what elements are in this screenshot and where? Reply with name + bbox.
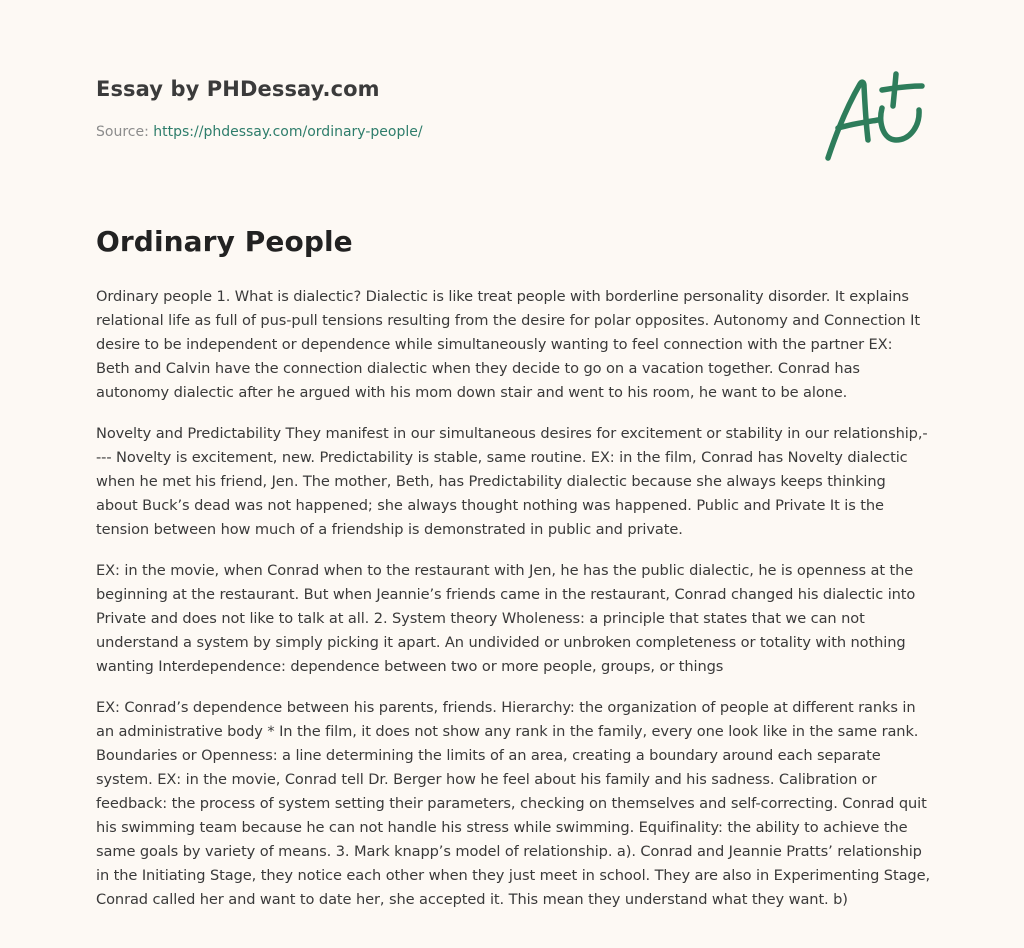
essay-paragraph: EX: Conrad’s dependence between his parents, friends. Hierarchy: the organization of people at different ranks in an administrative body * In the film, it does not show any rank in the family, every one look like in the same rank. Boundaries or Openness: a line determining the limits of an area, creating a boundary around each separate system. EX: in the movie, Conrad tell Dr. Berger how he feel about his family and his sadness. Calibration or feedback: the process of system setting their parameters, checking on themselves and self-correcting. Conrad quit his swimming team because he can not handle his stress while swimming. Equifinality: the ability to achieve the same goals by variety of means. 3. Mark knapp’s model of relationship. a). Conrad and Jeannie Pratts’ relationship in the Initiating Stage, they notice each other when they just meet in school. They are also in Experimenting Stage, Conrad called her and want to date her, she accepted it. This mean they understand what they want. b) xyxy=(96,699,931,908)
essay-paragraph: EX: in the movie, when Conrad when to the restaurant with Jen, he has the public dialectic, he is openness at the beginning at the restaurant. But when Jeannie’s friends came in the restaurant, Conrad changed his dialectic into Private and does not like to talk at all. 2. System theory Wholeness: a principle that states that we can not understand a system by simply picking it apart. An undivided or unbroken completeness or totality with nothing wanting Interdependence: dependence between two or more people, groups, or things xyxy=(96,562,916,675)
essay-paragraph: Novelty and Predictability They manifest in our simultaneous desires for excitement or stability in our relationship,---- Novelty is excitement, new. Predictability is stable, same routine. EX: in the film, Conrad has Novelty dialectic when he met his friend, Jen. The mother, Beth, has Predictability dialectic because she always keeps thinking about Buck’s dead was not happened; she always thought nothing was happened. Public and Private It is the tension between how much of a friendship is demonstrated in public and private. xyxy=(96,425,928,538)
essay-title: Ordinary People xyxy=(96,225,353,258)
site-title: Essay by PHDessay.com xyxy=(96,77,380,101)
essay-paragraph: Ordinary people 1. What is dialectic? Dialectic is like treat people with borderline personality disorder. It explains relational life as full of pus-pull tensions resulting from the desire for polar opposites. Autonomy and Connection It desire to be independent or dependence while simultaneously wanting to feel connection with the partner EX: Beth and Calvin have the connection dialectic when they decide to go on a vacation together. Conrad has autonomy dialectic after he argued with his mom down stair and went to his room, he want to be alone. xyxy=(96,288,920,401)
a-plus-logo-icon xyxy=(822,68,926,164)
source-line xyxy=(96,124,423,140)
source-label: Source: xyxy=(96,124,154,140)
source-link[interactable]: https://phdessay.com/ordinary-people/ xyxy=(153,124,423,140)
essay-body xyxy=(96,285,930,929)
